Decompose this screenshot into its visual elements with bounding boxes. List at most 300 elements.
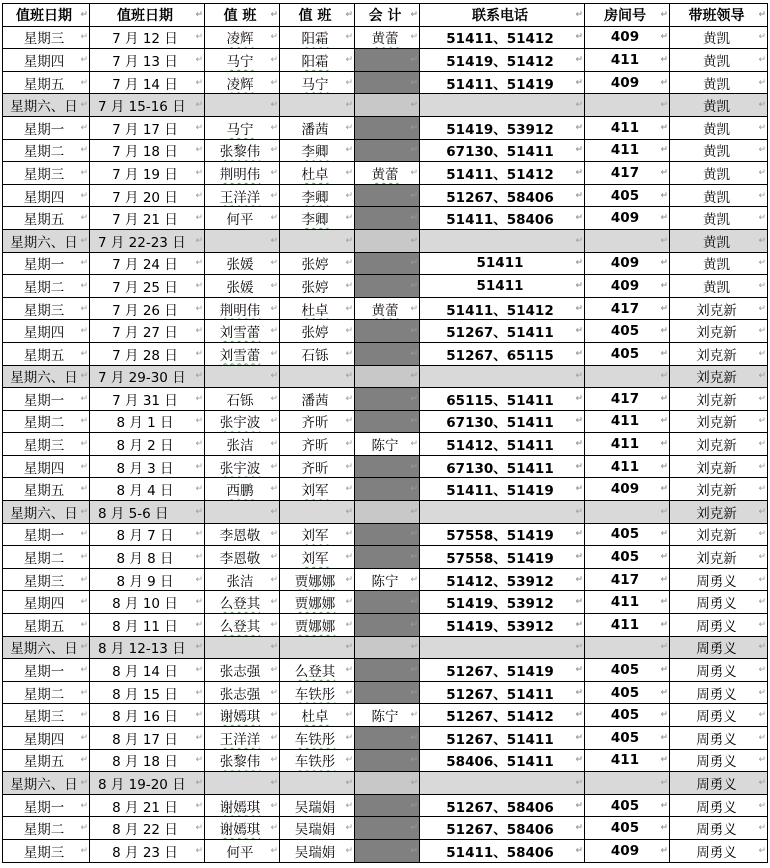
day-cell: 星期六、日 ↵ (3, 501, 90, 524)
day-cell: 星期四 ↵ (3, 49, 90, 72)
leader-cell: 周勇义 ↵ (670, 704, 768, 727)
duty-2-cell (280, 501, 355, 524)
phone-cell: 51267、51412 ↵ (420, 704, 585, 727)
header-duty-1: 值 班 ↵ (205, 4, 280, 27)
leader-cell: 黄凯 ↵ (670, 184, 768, 207)
accountant-cell (355, 275, 420, 298)
table-row (3, 749, 768, 772)
phone-cell: 57558、51419 ↵ (420, 523, 585, 546)
table-row (3, 162, 768, 185)
name-text: 谢嫣琪 (219, 709, 261, 726)
duty-2-cell (280, 94, 355, 117)
accountant-cell (355, 478, 420, 501)
phone-cell: 67130、51411 ↵ (420, 455, 585, 478)
header-date: 值班日期 ↵ (90, 4, 205, 27)
table-row (3, 49, 768, 72)
duty-1-cell (205, 817, 280, 840)
name-text: 谢嫣琪 (219, 799, 261, 816)
name-text: 贾娜娜 (294, 573, 336, 590)
date-cell: 7 月 20 日 ↵ (90, 184, 205, 207)
name-text: 李卿 (301, 144, 329, 161)
duty-2-cell (280, 184, 355, 207)
accountant-cell (355, 94, 420, 117)
name-text: 杜卓 (301, 166, 329, 183)
header-phone: 联系电话 ↵ (420, 4, 585, 27)
accountant-cell: 陈宁 ↵ (355, 704, 420, 727)
leader-cell: 周勇义 ↵ (670, 614, 768, 637)
leader-cell: 黄凯 ↵ (670, 71, 768, 94)
phone-cell: 51267、51411 ↵ (420, 320, 585, 343)
accountant-cell (355, 116, 420, 139)
duty-1-cell: 张媛 ↵ (205, 275, 280, 298)
duty-1-cell (205, 478, 280, 501)
room-cell: 409 ↵ (585, 26, 670, 49)
duty-1-cell (205, 94, 280, 117)
room-cell: 405 ↵ (585, 659, 670, 682)
room-cell: 405 ↵ (585, 184, 670, 207)
date-cell: 8 月 23 日 ↵ (90, 839, 205, 862)
date-cell: 8 月 3 日 ↵ (90, 455, 205, 478)
phone-cell: 67130、51411 ↵ (420, 139, 585, 162)
phone-cell: 51412、51411 ↵ (420, 433, 585, 456)
day-cell: 星期一 ↵ (3, 659, 90, 682)
leader-cell: 刘克新 ↵ (670, 501, 768, 524)
duty-2-cell (280, 523, 355, 546)
day-cell: 星期一 ↵ (3, 794, 90, 817)
day-cell: 星期四 ↵ (3, 591, 90, 614)
phone-cell (420, 501, 585, 524)
day-cell: 星期三 ↵ (3, 839, 90, 862)
duty-1-cell (205, 636, 280, 659)
name-text: 张宇波 (219, 460, 261, 477)
date-cell: 7 月 25 日 ↵ (90, 275, 205, 298)
duty-2-cell (280, 636, 355, 659)
header-leader: 带班领导 ↵ (670, 4, 768, 27)
name-text: 刘军 (301, 551, 329, 568)
accountant-cell (355, 388, 420, 411)
day-cell: 星期二 ↵ (3, 275, 90, 298)
day-cell: 星期四 ↵ (3, 455, 90, 478)
day-cell: 星期三 ↵ (3, 297, 90, 320)
room-cell: 411 ↵ (585, 116, 670, 139)
duty-1-cell (205, 772, 280, 795)
leader-cell: 周勇义 ↵ (670, 591, 768, 614)
phone-cell: 51411、51412 ↵ (420, 297, 585, 320)
duty-1-cell: 石铄 ↵ (205, 388, 280, 411)
accountant-cell: 陈宁 ↵ (355, 433, 420, 456)
accountant-cell (355, 659, 420, 682)
name-text: 刘军 (301, 528, 329, 545)
duty-2-cell (280, 71, 355, 94)
day-cell: 星期五 ↵ (3, 478, 90, 501)
date-cell: 8 月 5-6 日 ↵ (90, 501, 205, 524)
day-cell: 星期五 ↵ (3, 614, 90, 637)
room-cell: 405 ↵ (585, 681, 670, 704)
duty-2-cell: 石铄 ↵ (280, 342, 355, 365)
leader-cell: 黄凯 ↵ (670, 116, 768, 139)
room-cell: 417 ↵ (585, 297, 670, 320)
day-cell: 星期三 ↵ (3, 433, 90, 456)
weekend-row (3, 94, 768, 117)
duty-2-cell (280, 704, 355, 727)
date-cell: 7 月 15-16 日 ↵ (90, 94, 205, 117)
leader-cell: 刘克新 ↵ (670, 388, 768, 411)
name-text: 西鹏 (226, 483, 254, 500)
leader-cell: 周勇义 ↵ (670, 772, 768, 795)
day-cell: 星期三 ↵ (3, 26, 90, 49)
date-cell: 8 月 17 日 ↵ (90, 727, 205, 750)
room-cell: 405 ↵ (585, 704, 670, 727)
phone-cell: 51411、51419 ↵ (420, 478, 585, 501)
duty-2-cell (280, 297, 355, 320)
date-cell: 8 月 11 日 ↵ (90, 614, 205, 637)
name-text: 马宁 (226, 121, 254, 138)
phone-cell: 65115、51411 ↵ (420, 388, 585, 411)
table-row (3, 681, 768, 704)
date-cell: 8 月 2 日 ↵ (90, 433, 205, 456)
leader-cell: 周勇义 ↵ (670, 839, 768, 862)
duty-1-cell (205, 614, 280, 637)
duty-2-cell: 张婷 ↵ (280, 275, 355, 298)
leader-cell: 周勇义 ↵ (670, 749, 768, 772)
duty-1-cell (205, 410, 280, 433)
name-text: 杜卓 (301, 709, 329, 726)
date-cell: 8 月 18 日 ↵ (90, 749, 205, 772)
leader-cell: 刘克新 ↵ (670, 320, 768, 343)
table-row (3, 794, 768, 817)
day-cell: 星期三 ↵ (3, 568, 90, 591)
weekend-row (3, 636, 768, 659)
room-cell: 411 ↵ (585, 49, 670, 72)
room-cell: 411 ↵ (585, 749, 670, 772)
table-row (3, 523, 768, 546)
day-cell: 星期二 ↵ (3, 681, 90, 704)
day-cell: 星期六、日 ↵ (3, 365, 90, 388)
duty-2-cell (280, 772, 355, 795)
leader-cell: 刘克新 ↵ (670, 410, 768, 433)
phone-cell (420, 772, 585, 795)
duty-1-cell (205, 591, 280, 614)
room-cell: 417 ↵ (585, 388, 670, 411)
date-cell: 7 月 22-23 日 ↵ (90, 229, 205, 252)
phone-cell: 51411、51412 ↵ (420, 26, 585, 49)
duty-2-cell (280, 162, 355, 185)
date-cell: 7 月 28 日 ↵ (90, 342, 205, 365)
accountant-cell (355, 342, 420, 365)
phone-cell: 51419、53912 ↵ (420, 614, 585, 637)
header-room: 房间号 ↵ (585, 4, 670, 27)
duty-1-cell (205, 342, 280, 365)
date-cell: 8 月 15 日 ↵ (90, 681, 205, 704)
leader-cell: 黄凯 ↵ (670, 162, 768, 185)
room-cell: 411 ↵ (585, 614, 670, 637)
duty-2-cell (280, 229, 355, 252)
accountant-cell (355, 546, 420, 569)
phone-cell: 51419、51412 ↵ (420, 49, 585, 72)
name-text: 贾娜娜 (294, 618, 336, 635)
weekend-row (3, 501, 768, 524)
day-cell: 星期五 ↵ (3, 207, 90, 230)
duty-2-cell (280, 568, 355, 591)
phone-cell: 51267、51419 ↵ (420, 659, 585, 682)
room-cell: 409 ↵ (585, 207, 670, 230)
duty-1-cell: 何平 ↵ (205, 839, 280, 862)
phone-cell: 58406、51411 ↵ (420, 749, 585, 772)
day-cell: 星期三 ↵ (3, 704, 90, 727)
date-cell: 8 月 8 日 ↵ (90, 546, 205, 569)
room-cell: 405 ↵ (585, 546, 670, 569)
name-text: 凌辉 (226, 76, 254, 93)
table-row (3, 478, 768, 501)
accountant-cell (355, 772, 420, 795)
name-text: 谢嫣琪 (219, 822, 261, 839)
date-cell: 7 月 18 日 ↵ (90, 139, 205, 162)
day-cell: 星期一 ↵ (3, 116, 90, 139)
accountant-cell (355, 229, 420, 252)
duty-2-cell: 潘茜 ↵ (280, 116, 355, 139)
accountant-cell (355, 501, 420, 524)
table-row (3, 184, 768, 207)
leader-cell: 周勇义 ↵ (670, 817, 768, 840)
name-text: 刘军 (301, 483, 329, 500)
phone-cell: 67130、51411 ↵ (420, 410, 585, 433)
accountant-cell (355, 591, 420, 614)
duty-2-cell (280, 26, 355, 49)
duty-2-cell (280, 591, 355, 614)
accountant-cell (355, 839, 420, 862)
table-row (3, 297, 768, 320)
date-cell: 7 月 17 日 ↵ (90, 116, 205, 139)
name-text: 车铁彤 (294, 754, 336, 771)
date-cell: 7 月 24 日 ↵ (90, 252, 205, 275)
name-text: 马宁 (226, 53, 254, 70)
duty-2-cell (280, 365, 355, 388)
day-cell: 星期二 ↵ (3, 546, 90, 569)
duty-2-cell (280, 659, 355, 682)
date-cell: 8 月 9 日 ↵ (90, 568, 205, 591)
duty-1-cell (205, 116, 280, 139)
date-cell: 8 月 22 日 ↵ (90, 817, 205, 840)
duty-2-cell: 张婷 ↵ (280, 320, 355, 343)
phone-cell: 51419、53912 ↵ (420, 116, 585, 139)
room-cell: 409 ↵ (585, 252, 670, 275)
duty-1-cell (205, 320, 280, 343)
name-text: 李卿 (301, 212, 329, 229)
accountant-cell (355, 614, 420, 637)
day-cell: 星期三 ↵ (3, 162, 90, 185)
room-cell: 405 ↵ (585, 523, 670, 546)
day-cell: 星期二 ↵ (3, 139, 90, 162)
leader-cell: 周勇义 ↵ (670, 568, 768, 591)
table-row (3, 817, 768, 840)
leader-cell: 周勇义 ↵ (670, 636, 768, 659)
phone-cell: 51267、51411 ↵ (420, 681, 585, 704)
leader-cell: 刘克新 ↵ (670, 297, 768, 320)
date-cell: 8 月 14 日 ↵ (90, 659, 205, 682)
phone-cell (420, 229, 585, 252)
duty-1-cell: 张媛 ↵ (205, 252, 280, 275)
duty-1-cell (205, 49, 280, 72)
accountant-cell (355, 162, 420, 185)
name-text: 刘雪蕾 (219, 347, 261, 364)
accountant-cell (355, 184, 420, 207)
accountant-cell (355, 727, 420, 750)
table-row (3, 116, 768, 139)
day-cell: 星期一 ↵ (3, 252, 90, 275)
accountant-cell (355, 252, 420, 275)
duty-1-cell (205, 71, 280, 94)
leader-cell: 刘克新 ↵ (670, 546, 768, 569)
room-cell: 417 ↵ (585, 568, 670, 591)
phone-cell: 51411 ↵ (420, 275, 585, 298)
room-cell: 411 ↵ (585, 591, 670, 614)
leader-cell: 黄凯 ↵ (670, 49, 768, 72)
leader-cell: 黄凯 ↵ (670, 207, 768, 230)
day-cell: 星期一 ↵ (3, 388, 90, 411)
duty-2-cell: 齐昕 ↵ (280, 410, 355, 433)
accountant-cell (355, 523, 420, 546)
duty-1-cell (205, 139, 280, 162)
room-cell: 417 ↵ (585, 162, 670, 185)
table-row (3, 139, 768, 162)
accountant-cell (355, 49, 420, 72)
day-cell: 星期五 ↵ (3, 749, 90, 772)
name-text: 阳霜 (301, 53, 329, 70)
name-text: 荆明伟 (219, 166, 261, 183)
duty-1-cell (205, 794, 280, 817)
room-cell (585, 772, 670, 795)
accountant-cell: 陈宁 ↵ (355, 568, 420, 591)
room-cell (585, 94, 670, 117)
phone-cell: 51267、58406 ↵ (420, 184, 585, 207)
phone-cell: 51267、65115 ↵ (420, 342, 585, 365)
name-text: 荆明伟 (219, 302, 261, 319)
duty-2-cell (280, 49, 355, 72)
day-cell: 星期五 ↵ (3, 71, 90, 94)
leader-cell: 黄凯 ↵ (670, 229, 768, 252)
table-row (3, 275, 768, 298)
name-text: 黄蕾 (371, 302, 399, 319)
phone-cell: 51412、53912 ↵ (420, 568, 585, 591)
date-cell: 7 月 12 日 ↵ (90, 26, 205, 49)
leader-cell: 周勇义 ↵ (670, 794, 768, 817)
accountant-cell (355, 455, 420, 478)
weekend-row (3, 772, 768, 795)
duty-1-cell: 张志强 ↵ (205, 681, 280, 704)
accountant-cell (355, 71, 420, 94)
header-row (3, 4, 768, 27)
duty-2-cell (280, 478, 355, 501)
room-cell: 405 ↵ (585, 342, 670, 365)
day-cell: 星期二 ↵ (3, 817, 90, 840)
table-row (3, 320, 768, 343)
room-cell: 411 ↵ (585, 410, 670, 433)
duty-1-cell (205, 365, 280, 388)
phone-cell: 51267、51411 ↵ (420, 727, 585, 750)
leader-cell: 黄凯 ↵ (670, 139, 768, 162)
duty-2-cell: 齐昕 ↵ (280, 455, 355, 478)
room-cell: 411 ↵ (585, 139, 670, 162)
date-cell: 8 月 16 日 ↵ (90, 704, 205, 727)
date-cell: 8 月 10 日 ↵ (90, 591, 205, 614)
day-cell: 星期一 ↵ (3, 523, 90, 546)
day-cell: 星期六、日 ↵ (3, 636, 90, 659)
date-cell: 8 月 4 日 ↵ (90, 478, 205, 501)
accountant-cell (355, 681, 420, 704)
duty-2-cell (280, 681, 355, 704)
name-text: 杜卓 (301, 302, 329, 319)
room-cell (585, 229, 670, 252)
accountant-cell (355, 794, 420, 817)
duty-2-cell: 齐昕 ↵ (280, 433, 355, 456)
day-cell: 星期六、日 ↵ (3, 229, 90, 252)
phone-cell: 51411、51419 ↵ (420, 71, 585, 94)
day-cell: 星期四 ↵ (3, 727, 90, 750)
phone-cell: 51267、58406 ↵ (420, 817, 585, 840)
duty-1-cell: 张洁 ↵ (205, 433, 280, 456)
leader-cell: 黄凯 ↵ (670, 26, 768, 49)
table-row (3, 207, 768, 230)
phone-cell (420, 365, 585, 388)
room-cell: 411 ↵ (585, 455, 670, 478)
day-cell: 星期五 ↵ (3, 342, 90, 365)
name-text: 王洋洋 (219, 731, 261, 748)
duty-2-cell (280, 546, 355, 569)
leader-cell: 周勇义 ↵ (670, 659, 768, 682)
leader-cell: 刘克新 ↵ (670, 478, 768, 501)
name-text: 张黎伟 (219, 144, 261, 161)
phone-cell: 51411、58406 ↵ (420, 207, 585, 230)
accountant-cell (355, 207, 420, 230)
duty-1-cell (205, 704, 280, 727)
weekend-row (3, 365, 768, 388)
table-row (3, 839, 768, 862)
duty-schedule-table (2, 3, 768, 863)
room-cell (585, 501, 670, 524)
date-cell: 7 月 26 日 ↵ (90, 297, 205, 320)
duty-1-cell: 李恩敬 ↵ (205, 523, 280, 546)
name-text: 张宇波 (219, 415, 261, 432)
room-cell (585, 636, 670, 659)
day-cell: 星期四 ↵ (3, 184, 90, 207)
accountant-cell (355, 139, 420, 162)
leader-cell: 周勇义 ↵ (670, 727, 768, 750)
date-cell: 7 月 21 日 ↵ (90, 207, 205, 230)
date-cell: 7 月 29-30 日 ↵ (90, 365, 205, 388)
duty-2-cell: 吴瑞娟 ↵ (280, 817, 355, 840)
accountant-cell (355, 26, 420, 49)
table-row (3, 568, 768, 591)
day-cell: 星期六、日 ↵ (3, 772, 90, 795)
duty-1-cell: 张志强 ↵ (205, 659, 280, 682)
duty-2-cell: 吴瑞娟 ↵ (280, 794, 355, 817)
header-duty-2: 值 班 ↵ (280, 4, 355, 27)
header-day: 值班日期 ↵ (3, 4, 90, 27)
date-cell: 8 月 12-13 日 ↵ (90, 636, 205, 659)
table-row (3, 614, 768, 637)
leader-cell: 刘克新 ↵ (670, 455, 768, 478)
room-cell: 405 ↵ (585, 794, 670, 817)
table-row (3, 252, 768, 275)
table-row (3, 659, 768, 682)
leader-cell: 刘克新 ↵ (670, 523, 768, 546)
table-row (3, 71, 768, 94)
name-text: 刘雪蕾 (219, 325, 261, 342)
room-cell (585, 365, 670, 388)
phone-cell (420, 94, 585, 117)
table-row (3, 342, 768, 365)
room-cell: 409 ↵ (585, 275, 670, 298)
